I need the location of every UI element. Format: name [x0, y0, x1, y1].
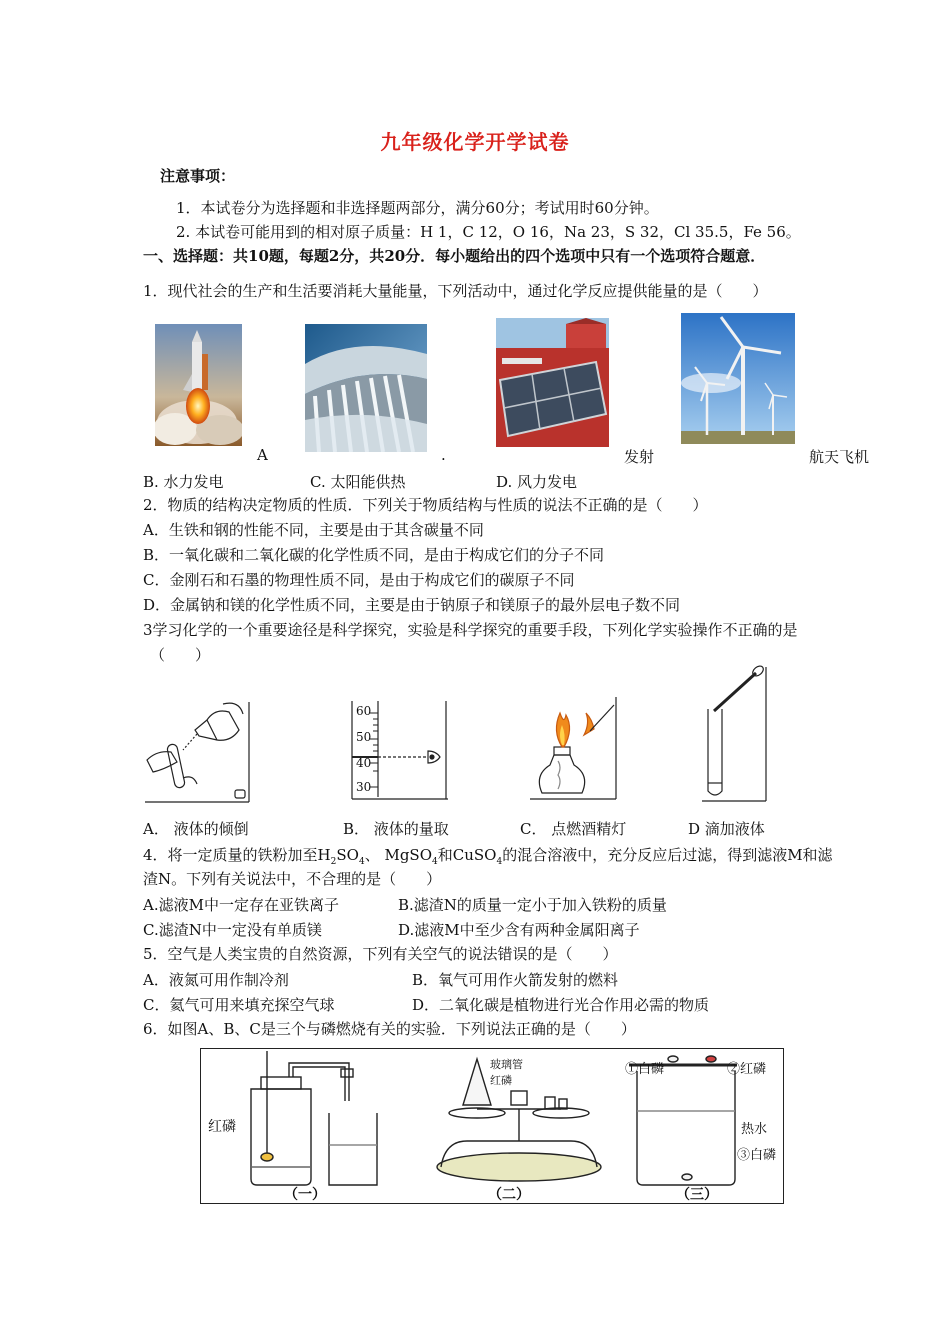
fig2-label-glass-tube: 玻璃管 — [490, 1058, 523, 1071]
cylinder-tick-30: 30 — [356, 780, 372, 794]
q4-option-a: A.滤液M中一定存在亚铁离子 — [143, 896, 339, 914]
solar-heater-image — [496, 318, 609, 447]
fig3-label-white-phosphorus-1: ①白磷 — [625, 1062, 665, 1077]
hydropower-dam-image — [305, 324, 427, 452]
rocket-launch-image — [155, 324, 242, 446]
q3-stem: 3学习化学的一个重要途径是科学探究，实验是科学探究的重要手段，下列化学实验操作不正确的是 — [143, 621, 798, 639]
q1-label-a: A — [257, 446, 268, 464]
q4-stem: 4．将一定质量的铁粉加至$H_2SO_4$、 MgSO$_4$和CuSO$_4$的混合溶液中，充分反应后过滤，得到滤液M和滤 — [143, 846, 833, 867]
q4-option-b: B.滤渣N的质量一定小于加入铁粉的质量 — [398, 896, 667, 914]
q3-option-c: C． 点燃酒精灯 — [520, 820, 627, 838]
fig3-label-white-phosphorus-3: ③白磷 — [737, 1148, 777, 1163]
liquid-pouring-figure — [143, 700, 253, 804]
q5-option-c: C．氦气可用来填充探空气球 — [143, 996, 335, 1014]
q4-option-c: C.滤渣N中一定没有单质镁 — [143, 921, 322, 939]
q1-option-c: C. 太阳能供热 — [310, 473, 406, 491]
q2-option-a: A．生铁和钢的性能不同，主要是由于其含碳量不同 — [143, 521, 484, 539]
q5-stem: 5．空气是人类宝贵的自然资源，下列有关空气的说法错误的是（ ） — [143, 945, 618, 963]
q6-stem: 6．如图A、B、C是三个与磷燃烧有关的实验．下列说法正确的是（ ） — [143, 1020, 636, 1038]
alcohol-lamp-figure — [528, 695, 620, 803]
q1-label-launch: 发射 — [624, 448, 655, 466]
q3-option-b: B． 液体的量取 — [343, 820, 449, 838]
wind-turbine-image — [681, 313, 795, 444]
q5-option-a: A．液氮可用作制冷剂 — [143, 971, 289, 989]
q2-option-d: D．金属钠和镁的化学性质不同，主要是由于钠原子和镁原子的最外层电子数不同 — [143, 596, 681, 614]
fig1-label-red-phosphorus: 红磷 — [208, 1119, 236, 1135]
q5-option-d: D．二氧化碳是植物进行光合作用必需的物质 — [412, 996, 710, 1014]
section-heading: 一、选择题：共10题，每题2分，共20分．每小题给出的四个选项中只有一个选项符合题意． — [143, 247, 766, 265]
q1-label-dot: . — [441, 446, 446, 464]
notice-item-2: 2. 本试卷可能用到的相对原子质量：H 1，C 12，O 16，Na 23，S 32，Cl 35.5，Fe 56。 — [176, 223, 801, 241]
fig3-label-hot-water: 热水 — [741, 1122, 768, 1137]
fig1-caption: （一） — [284, 1187, 326, 1203]
notice-heading: 注意事项： — [160, 167, 236, 185]
page-title: 九年级化学开学试卷 — [380, 130, 570, 154]
q2-option-b: B．一氧化碳和二氧化碳的化学性质不同，是由于构成它们的分子不同 — [143, 546, 605, 564]
fig2-caption: （二） — [488, 1187, 530, 1203]
fig3-label-red-phosphorus-2: ②红磷 — [727, 1062, 767, 1077]
q4-option-d: D.滤液M中至少含有两种金属阳离子 — [398, 921, 640, 939]
cylinder-tick-50: 50 — [356, 730, 372, 744]
q1-option-d: D. 风力发电 — [496, 473, 578, 491]
q3-option-d: D 滴加液体 — [688, 820, 765, 838]
fig2-label-red-phosphorus: 红磷 — [490, 1074, 512, 1087]
fig3-caption: （三） — [676, 1187, 718, 1203]
dropping-liquid-figure — [700, 665, 770, 803]
q2-option-c: C．金刚石和石墨的物理性质不同，是由于构成它们的碳原子不同 — [143, 571, 575, 589]
q3-stem-paren: （ ） — [150, 646, 211, 664]
q5-option-b: B．氧气可用作火箭发射的燃料 — [412, 971, 619, 989]
cylinder-tick-60: 60 — [356, 704, 372, 718]
q1-label-shuttle: 航天飞机 — [809, 448, 870, 466]
q1-option-b: B. 水力发电 — [143, 473, 224, 491]
cylinder-tick-40: 40 — [356, 756, 372, 770]
q3-option-a: A． 液体的倾倒 — [143, 820, 249, 838]
q1-stem: 1．现代社会的生产和生活要消耗大量能量，下列活动中，通过化学反应提供能量的是（ ） — [143, 282, 768, 300]
q4-stem-line2: 渣N。下列有关说法中，不合理的是（ ） — [143, 870, 442, 888]
q2-stem: 2．物质的结构决定物质的性质．下列关于物质结构与性质的说法不正确的是（ ） — [143, 496, 708, 514]
notice-item-1: 1．本试卷分为选择题和非选择题两部分，满分60分；考试用时60分钟。 — [176, 199, 659, 217]
